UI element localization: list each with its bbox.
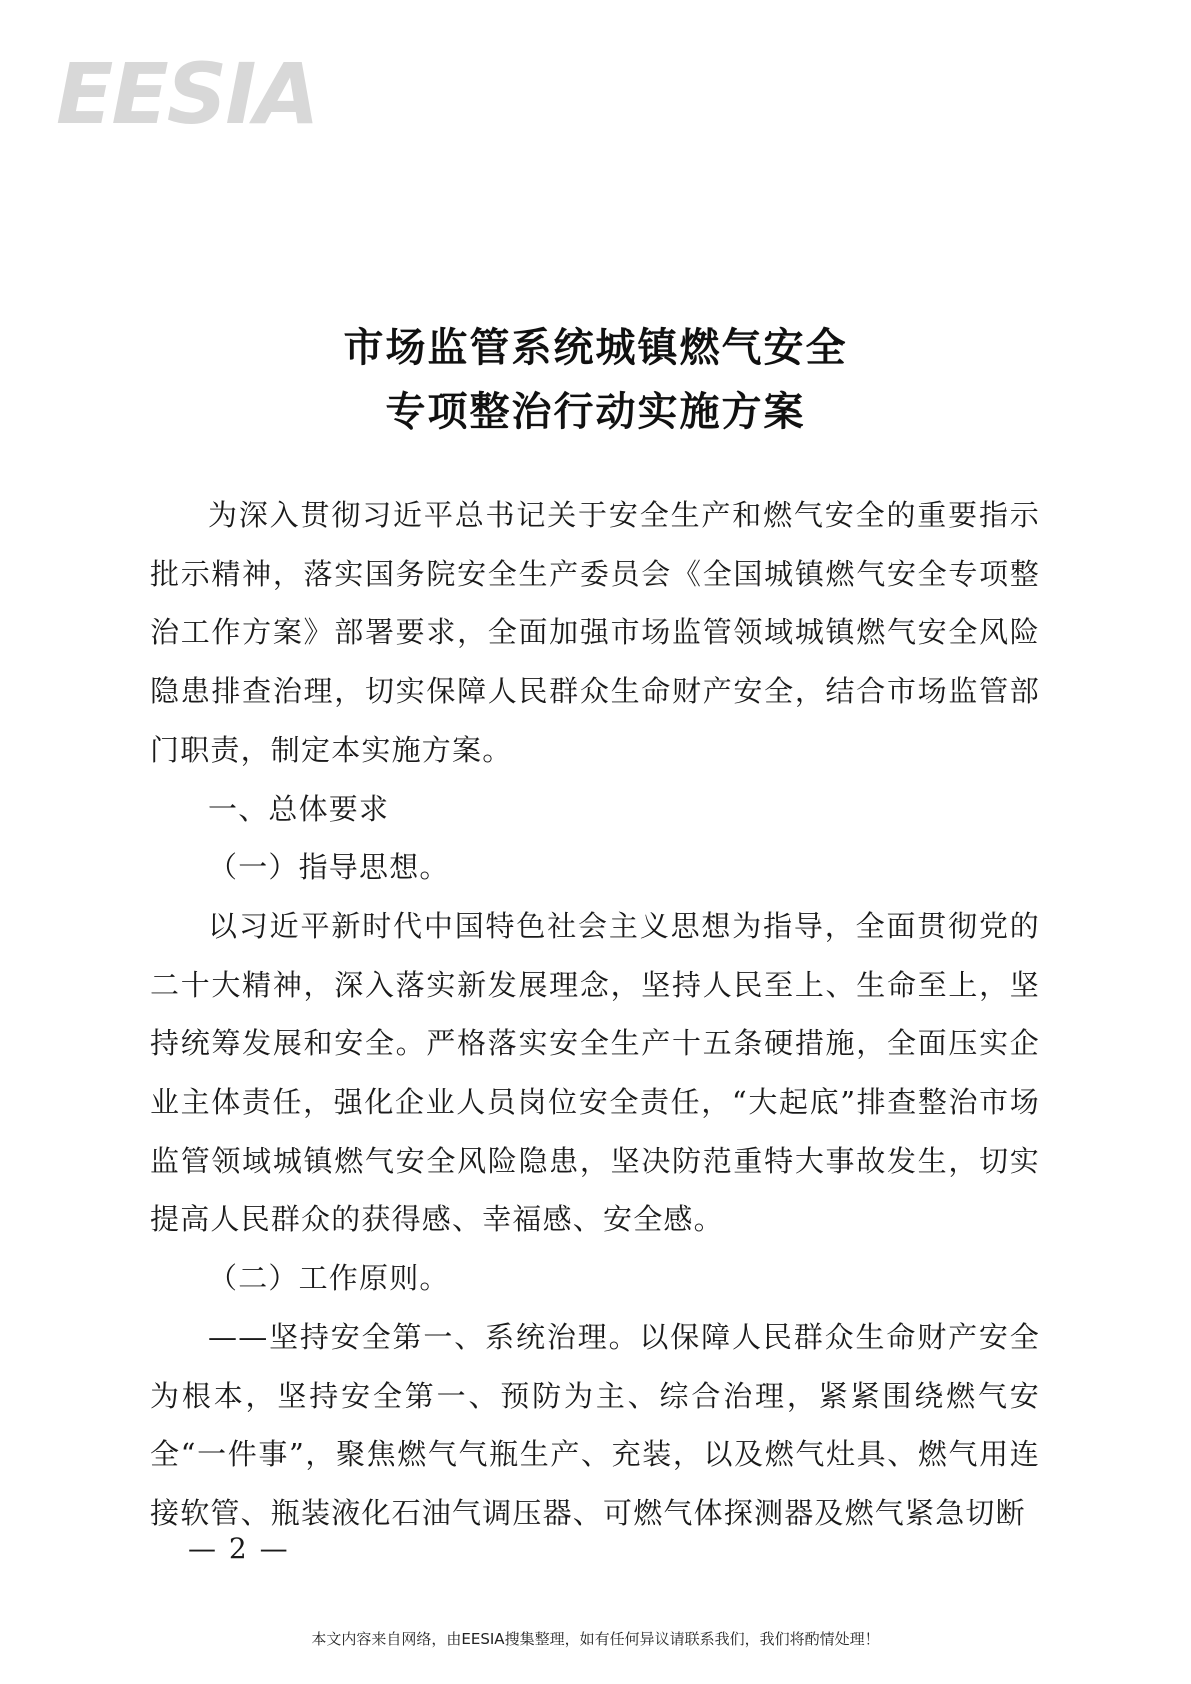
- page-number: — 2 —: [188, 1532, 290, 1565]
- subsection-heading-working-principles: （二）工作原则。: [208, 1261, 450, 1296]
- document-title-line-2: 专项整治行动实施方案: [385, 388, 806, 435]
- subsection-heading-guiding-ideology: （一）指导思想。: [208, 850, 450, 885]
- document-body: [150, 486, 1040, 1543]
- eesia-logo: EESIA: [56, 45, 318, 143]
- guiding-ideology-paragraph: 以习近平新时代中国特色社会主义思想为指导，全面贯彻党的二十大精神，深入落实新发展理念，坚持人民至上、生命至上，坚持统筹发展和安全。严格落实安全生产十五条硬措施，全面压实企业主体责任，强化企业人员岗位安全责任，“大起底”排查整治市场监管领域城镇燃气安全风险隐患，坚决防范重特大事故发生，切实提高人民群众的获得感、幸福感、安全感。: [150, 908, 1040, 1237]
- intro-paragraph: 为深入贯彻习近平总书记关于安全生产和燃气安全的重要指示批示精神，落实国务院安全生产委员会《全国城镇燃气安全专项整治工作方案》部署要求，全面加强市场监管领域城镇燃气安全风险隐患排查治理，切实保障人民群众生命财产安全，结合市场监管部门职责，制定本实施方案。: [150, 498, 1040, 767]
- footer-disclaimer: 本文内容来自网络，由EESIA搜集整理，如有任何异议请联系我们，我们将酌情处理！: [311, 1630, 880, 1648]
- working-principles-paragraph: ——坚持安全第一、系统治理。以保障人民群众生命财产安全为根本，坚持安全第一、预防为主、综合治理，紧紧围绕燃气安全“一件事”，聚焦燃气气瓶生产、充装，以及燃气灶具、燃气用连接软管、瓶装液化石油气调压器、可燃气体探测器及燃气紧急切断: [150, 1319, 1040, 1530]
- document-title-line-1: 市场监管系统城镇燃气安全: [343, 324, 848, 371]
- section-heading-general-requirements: 一、总体要求: [208, 791, 390, 826]
